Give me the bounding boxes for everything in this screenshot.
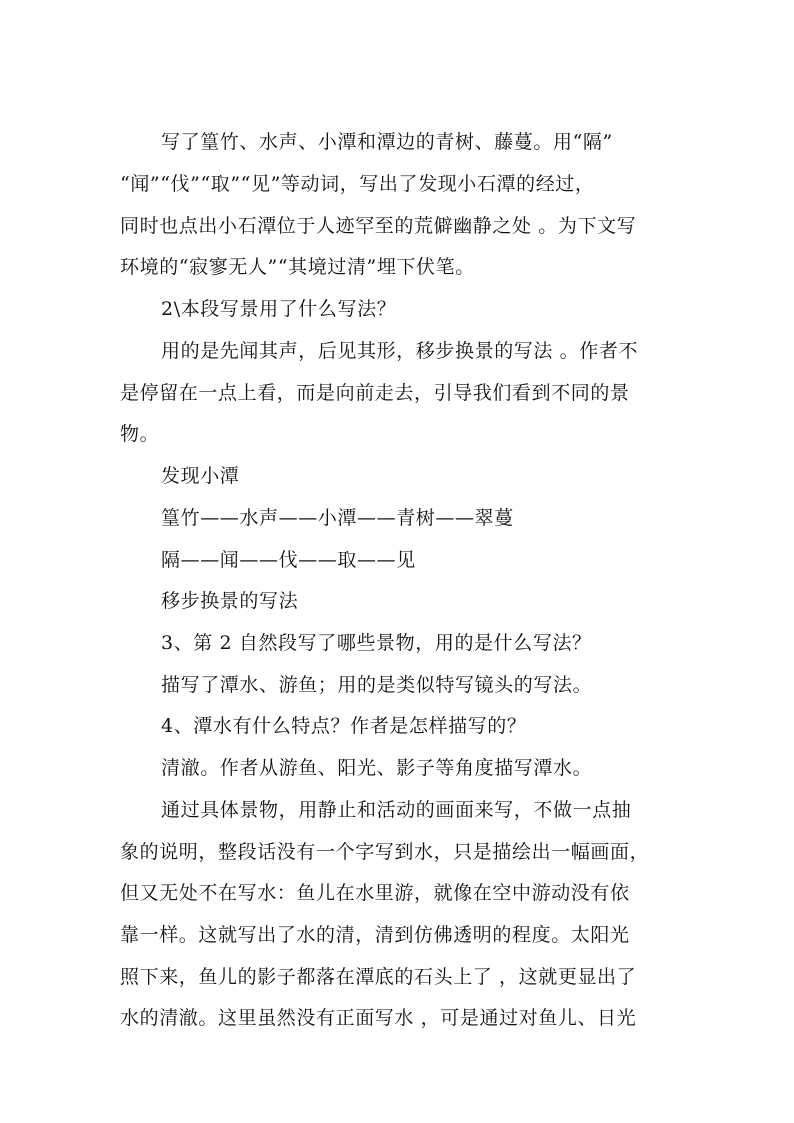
question-4: 4、潭水有什么特点？作者是怎样描写的？ [161,715,527,737]
text-line-21: 照下来，鱼儿的影子都落在潭底的石头上了 ，这就更显出了 [120,966,637,988]
text-line-3: 同时也点出小石潭位于人迹罕至的荒僻幽静之处 。为下文写 [120,215,637,237]
scenery-sequence: 篁竹——水声——小潭——青树——翠蔓 [161,507,514,529]
question-2: 2\本段写景用了什么写法？ [161,298,397,320]
text-line-18: 象的说明，整段话没有一个字写到水，只是描绘出一幅画面， [120,841,650,863]
text-line-7: 是停留在一点上看，而是向前走去，引导我们看到不同的景 [120,382,630,404]
text-line-8: 物。 [120,423,160,445]
text-line-1: 写了篁竹、水声、小潭和潭边的青树、藤蔓。用“隔” [161,131,613,153]
text-line-22: 水的清澈。这里虽然没有正面写水 ，可是通过对鱼儿、日光 [120,1007,637,1029]
verb-sequence: 隔——闻——伐——取——见 [161,549,416,571]
subheading-discover-pond: 发现小潭 [161,465,240,487]
text-line-2: “闻”“伐”“取”“见”等动词，写出了发现小石潭的经过， [120,173,595,195]
text-line-20: 靠一样。这就写出了水的清，清到仿佛透明的程度。太阳光 [120,924,630,946]
question-3: 3、第 2 自然段写了哪些景物，用的是什么写法？ [161,632,592,654]
text-line-4: 环境的“寂寥无人”“其境过清”埋下伏笔。 [120,256,475,278]
text-line-19: 但又无处不在写水：鱼儿在水里游，就像在空中游动没有依 [120,882,630,904]
answer-3: 描写了潭水、游鱼；用的是类似特写镜头的写法。 [161,674,593,696]
text-line-17: 通过具体景物，用静止和活动的画面来写，不做一点抽 [161,799,632,821]
answer-4: 清澈。作者从游鱼、阳光、影子等角度描写潭水。 [161,757,593,779]
method-label: 移步换景的写法 [161,590,299,612]
text-line-6: 用的是先闻其声，后见其形，移步换景的写法 。作者不 [161,340,639,362]
